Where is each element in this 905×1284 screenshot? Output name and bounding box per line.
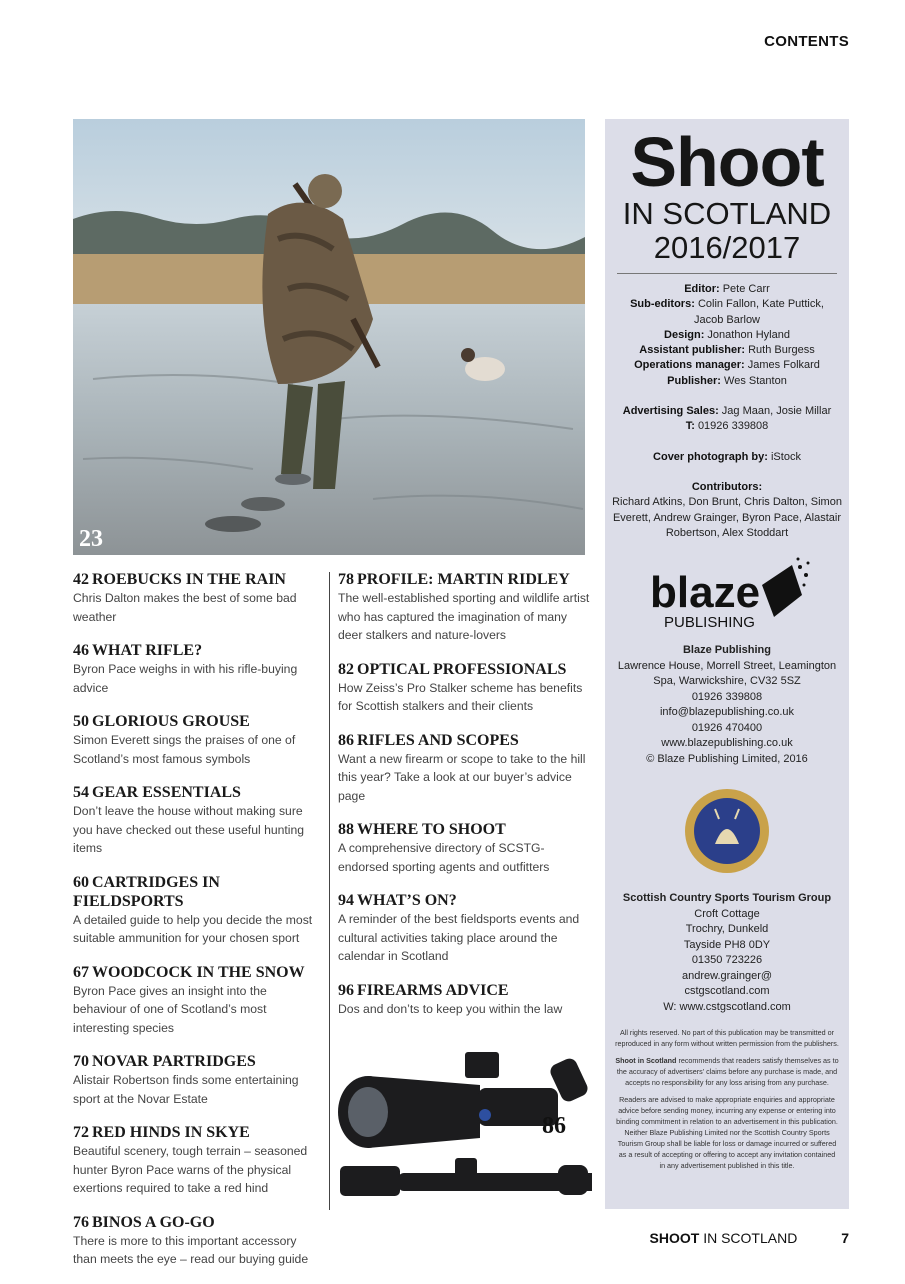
contents-item[interactable] bbox=[338, 981, 590, 1019]
masthead-subtitle: IN SCOTLAND bbox=[622, 196, 832, 231]
item-description: Byron Pace weighs in with his rifle-buying advice bbox=[73, 662, 298, 695]
cover-credit-value: iStock bbox=[770, 450, 801, 463]
item-page-number: 82 bbox=[338, 660, 354, 678]
scstg-address-line: Tayside PH8 0DY bbox=[683, 938, 771, 951]
item-title: RED HINDS IN SKYE bbox=[92, 1124, 250, 1141]
contents-column-middle bbox=[338, 570, 590, 1033]
hunter-with-dog-illustration bbox=[73, 119, 585, 555]
credit-label: Operations manager: bbox=[634, 359, 745, 372]
contents-item[interactable] bbox=[73, 641, 323, 697]
contents-item[interactable] bbox=[73, 1213, 323, 1269]
contributors-label: Contributors: bbox=[691, 480, 763, 493]
credit-value: Wes Stanton bbox=[724, 374, 787, 387]
hero-page-number: 23 bbox=[79, 526, 103, 552]
footer-brand-bold: SHOOT bbox=[649, 1230, 700, 1246]
item-description: Alistair Robertson finds some entertaining sport at the Novar Estate bbox=[73, 1073, 299, 1106]
item-description: Want a new firearm or scope to take to the hill this year? Take a look at our buyer’s advice page bbox=[338, 751, 586, 803]
contents-item[interactable] bbox=[73, 570, 323, 626]
item-title: GEAR ESSENTIALS bbox=[92, 784, 241, 801]
advice-notice: Readers are advised to make appropriate enquiries and appropriate advice before sending money, incurring any expense or entering into binding commitment in relation to an advertisement in this publication. Neither Blaze Publishing Limited nor the Scottish Country Sports Tourism Group shall be liable for loss or damage incurred or suffered as a result of accepting or offering to accept any invitation contained in any advertisement published in this title. bbox=[616, 1095, 838, 1171]
disclaimer-notice bbox=[605, 1055, 849, 1088]
contents-item[interactable] bbox=[73, 712, 323, 768]
footer-brand: IN SCOTLAND bbox=[703, 1230, 798, 1246]
scope-page-number: 86 bbox=[542, 1113, 566, 1139]
scstg-address-line: Trochry, Dunkeld bbox=[685, 923, 769, 936]
page-number: 7 bbox=[841, 1230, 849, 1246]
credit-value: Colin Fallon, Kate Puttick, Jacob Barlow bbox=[693, 298, 824, 326]
contents-item[interactable] bbox=[73, 963, 323, 1038]
blaze-logo-icon bbox=[642, 555, 812, 635]
item-page-number: 86 bbox=[338, 731, 354, 749]
blaze-phone: 01926 339808 bbox=[691, 690, 763, 703]
blaze-contact bbox=[605, 643, 849, 767]
blaze-address: Lawrence House, Morrell Street, Leamington Spa, Warwickshire, CV32 5SZ bbox=[617, 659, 837, 688]
sales-label: Advertising Sales: bbox=[622, 405, 719, 418]
item-page-number: 67 bbox=[73, 963, 89, 981]
item-page-number: 50 bbox=[73, 713, 89, 730]
item-description: How Zeiss’s Pro Stalker scheme has benefits for Scottish stalkers and their clients bbox=[338, 680, 583, 713]
contents-column-left bbox=[73, 570, 323, 1284]
item-description: Byron Pace gives an insight into the behaviour of one of Scotland’s most interesting species bbox=[73, 983, 267, 1035]
item-description: Simon Everett sings the praises of one of Scotland’s most famous symbols bbox=[73, 733, 296, 766]
contents-item[interactable] bbox=[73, 1123, 323, 1198]
item-description: A reminder of the best fieldsports events and cultural activities taking place around the calendar in Scotland bbox=[338, 912, 580, 963]
contents-item[interactable] bbox=[73, 1052, 323, 1108]
section-header: CONTENTS bbox=[764, 33, 849, 50]
scstg-website[interactable]: W: www.cstgscotland.com bbox=[663, 1000, 791, 1013]
sales-phone: 01926 339808 bbox=[697, 420, 769, 433]
item-page-number: 60 bbox=[73, 873, 89, 891]
item-title: FIREARMS ADVICE bbox=[357, 981, 509, 999]
item-description: Chris Dalton makes the best of some bad weather bbox=[73, 591, 297, 624]
rights-notice: All rights reserved. No part of this publication may be transmitted or reproduced in any form without written permission from the publishers. bbox=[615, 1028, 839, 1049]
item-description: The well-established sporting and wildlife artist who has captured the imagination of many deer stalkers and nature-lovers bbox=[338, 591, 590, 642]
item-page-number: 70 bbox=[73, 1053, 89, 1070]
sales-value: Jag Maan, Josie Millar bbox=[721, 405, 832, 418]
blaze-logo-word: blaze bbox=[650, 568, 761, 618]
credit-value: Jonathon Hyland bbox=[707, 328, 790, 341]
credit-label: Publisher: bbox=[667, 374, 721, 387]
item-title: ROEBUCKS IN THE RAIN bbox=[92, 571, 286, 588]
contents-item[interactable] bbox=[338, 570, 590, 645]
blaze-name: Blaze Publishing bbox=[682, 644, 771, 657]
item-title: WOODCOCK IN THE SNOW bbox=[92, 963, 305, 981]
contents-item[interactable] bbox=[338, 731, 590, 806]
cover-credit-label: Cover photograph by: bbox=[653, 450, 768, 463]
page-footer bbox=[650, 1230, 849, 1246]
scstg-phone: 01350 723226 bbox=[691, 954, 763, 967]
staff-credits bbox=[605, 282, 849, 541]
scstg-crest-icon bbox=[685, 789, 769, 873]
blaze-fax: 01926 470400 bbox=[691, 721, 763, 734]
hero-photo bbox=[73, 119, 585, 555]
blaze-logo-sub: PUBLISHING bbox=[664, 614, 755, 632]
contents-item[interactable] bbox=[73, 873, 323, 948]
masthead-title: Shoot bbox=[630, 123, 824, 201]
item-title: WHERE TO SHOOT bbox=[357, 821, 506, 838]
credit-value: James Folkard bbox=[747, 359, 820, 372]
sales-phone-label: T: bbox=[685, 420, 695, 433]
item-page-number: 94 bbox=[338, 892, 354, 909]
item-page-number: 72 bbox=[73, 1124, 89, 1141]
masthead-year: 2016/2017 bbox=[653, 230, 801, 265]
credit-label: Assistant publisher: bbox=[639, 344, 746, 357]
disclaimer-bold: Shoot in Scotland bbox=[615, 1056, 677, 1066]
disclaimer-text: recommends that readers satisfy themselves as to the accuracy of advertisers’ claims before any purchase is made, and accepts no responsibility for any loss arising from any purchase. bbox=[616, 1056, 839, 1088]
scstg-name: Scottish Country Sports Tourism Group bbox=[622, 892, 832, 905]
scstg-contact bbox=[605, 891, 849, 1015]
masthead-rule bbox=[617, 273, 837, 274]
item-title: CARTRIDGES IN FIELDSPORTS bbox=[73, 873, 220, 910]
item-title: WHAT’S ON? bbox=[357, 892, 457, 909]
credit-value: Ruth Burgess bbox=[748, 344, 815, 357]
scstg-address-line: Croft Cottage bbox=[694, 907, 760, 920]
blaze-website[interactable]: www.blazepublishing.co.uk bbox=[661, 737, 793, 750]
item-description: A comprehensive directory of SCSTG-endorsed sporting agents and outfitters bbox=[338, 841, 550, 874]
item-description: A detailed guide to help you decide the most suitable ammunition for your chosen sport bbox=[73, 912, 313, 945]
item-page-number: 78 bbox=[338, 571, 354, 588]
contributors-names: Richard Atkins, Don Brunt, Chris Dalton, Simon Everett, Andrew Grainger, Byron Pace, Alastair Robertson, Alex Stoddart bbox=[612, 496, 842, 539]
item-page-number: 96 bbox=[338, 981, 354, 999]
contents-item[interactable] bbox=[73, 783, 323, 858]
item-description: Beautiful scenery, tough terrain – seasoned hunter Byron Pace warns of the physical exertions required to take a red hind bbox=[73, 1144, 308, 1195]
item-description: Dos and don’ts to keep you within the law bbox=[338, 1001, 563, 1016]
item-title: OPTICAL PROFESSIONALS bbox=[357, 660, 567, 678]
scstg-badge bbox=[685, 789, 769, 873]
item-title: RIFLES AND SCOPES bbox=[357, 731, 519, 749]
item-page-number: 88 bbox=[338, 821, 354, 838]
blaze-copyright: © Blaze Publishing Limited, 2016 bbox=[646, 752, 808, 765]
item-title: BINOS A GO-GO bbox=[92, 1213, 215, 1231]
item-page-number: 54 bbox=[73, 784, 89, 801]
credit-label: Editor: bbox=[684, 283, 720, 295]
blaze-email[interactable]: info@blazepublishing.co.uk bbox=[659, 706, 795, 719]
item-title: NOVAR PARTRIDGES bbox=[92, 1053, 256, 1070]
credit-label: Design: bbox=[664, 328, 705, 341]
scstg-email[interactable]: andrew.grainger@ bbox=[681, 969, 773, 982]
item-title: WHAT RIFLE? bbox=[92, 642, 203, 659]
credit-label: Sub-editors: bbox=[630, 298, 695, 311]
item-title: GLORIOUS GROUSE bbox=[92, 713, 250, 730]
contents-item[interactable] bbox=[338, 820, 590, 876]
item-page-number: 76 bbox=[73, 1213, 89, 1231]
item-page-number: 42 bbox=[73, 571, 89, 588]
item-description: Don’t leave the house without making sure you have checked out these useful hunting items bbox=[73, 804, 305, 855]
blaze-publishing-logo bbox=[642, 555, 812, 635]
item-title: PROFILE: MARTIN RIDLEY bbox=[357, 571, 570, 588]
item-description: There is more to this important accessory than meets the eye – read our buying guide bbox=[73, 1233, 309, 1266]
scstg-email[interactable]: cstgscotland.com bbox=[684, 985, 770, 998]
contents-item[interactable] bbox=[338, 660, 590, 716]
item-page-number: 46 bbox=[73, 642, 89, 659]
masthead-sidebar bbox=[605, 119, 849, 1209]
credit-value: Pete Carr bbox=[722, 283, 770, 295]
contents-item[interactable] bbox=[338, 891, 590, 966]
